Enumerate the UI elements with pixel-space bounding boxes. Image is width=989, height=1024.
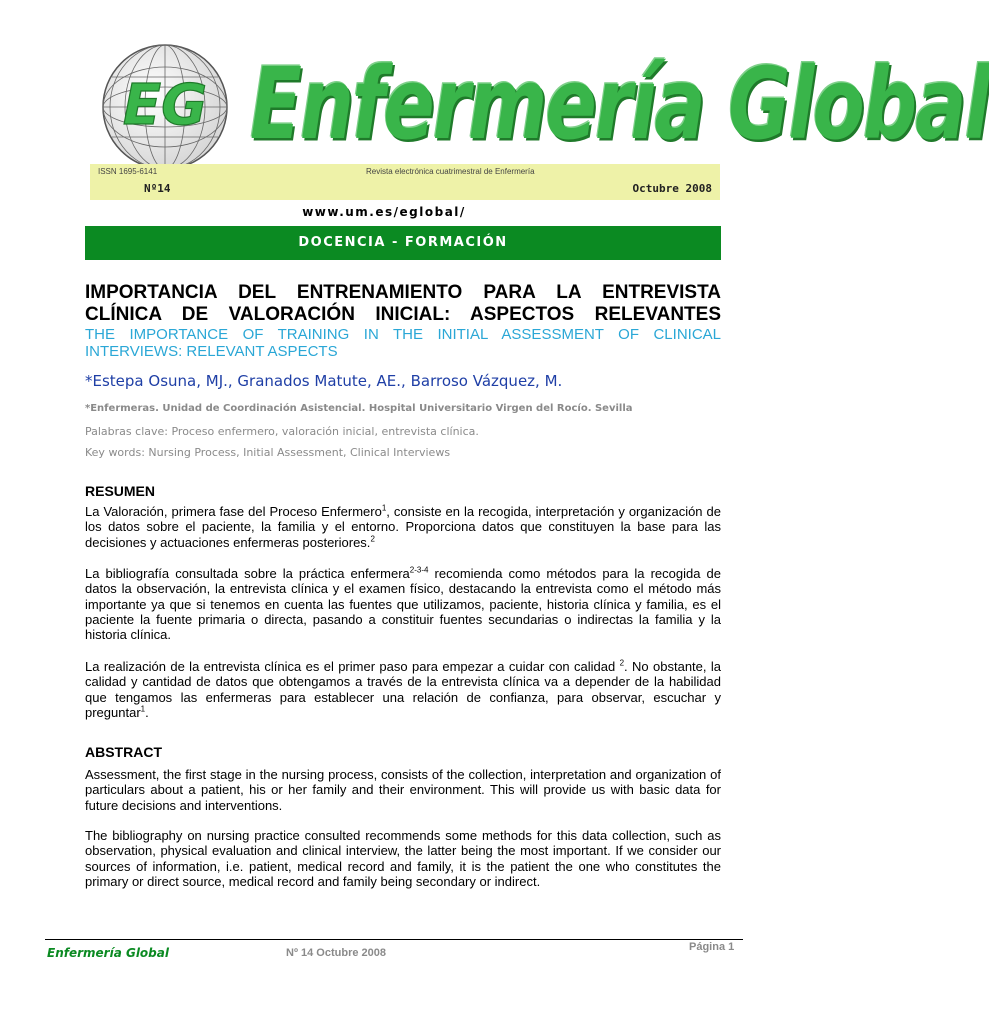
authors: *Estepa Osuna, MJ., Granados Matute, AE., Barroso Vázquez, M. — [85, 372, 563, 390]
journal-description: Revista electrónica cuatrimestral de Enfermería — [366, 167, 535, 176]
journal-url[interactable]: www.um.es/eglobal/ — [302, 205, 466, 219]
citation: 2 — [370, 534, 375, 544]
affiliation: *Enfermeras. Unidad de Coordinación Asistencial. Hospital Universitario Virgen del Rocío. Sevilla — [85, 403, 633, 414]
text: recomienda como métodos para la recogida de datos la observación, la entrevista clínica y el examen físico, destacando la entrevista como el método más importante ya que si tenemos en cuenta las fuentes que utilizamos, paciente, historia clínica y familia, es el paciente la fuente primaria o directa, pasando a constituir fuentes secundarias o indirectas la familia y la historia clínica. — [85, 566, 722, 643]
text: , consiste en la recogida, interpretación y organización de los datos sobre el paciente, la familia y el entorno. Proporciona datos que constituyen la base para las decisiones y actuaciones enfermeras posteriores. — [85, 504, 721, 550]
text: La Valoración, primera fase del Proceso Enfermero — [85, 504, 382, 519]
title-line-2: CLÍNICA DE VALORACIÓN INICIAL: ASPECTOS RELEVANTES — [85, 304, 721, 325]
info-bar — [90, 164, 720, 200]
resumen-paragraph-1 — [85, 504, 721, 550]
article-title-english: THE IMPORTANCE OF TRAINING IN THE INITIAL ASSESSMENT OF CLINICAL INTERVIEWS: RELEVANT ASPECTS — [85, 326, 721, 360]
text: La bibliografía consultada sobre la práctica enfermera — [85, 566, 410, 581]
abstract-paragraph-2: The bibliography on nursing practice consulted recommends some methods for this data collection, such as observation, physical evaluation and clinical interview, the latter being the most important. If we consider our sources of information, i.e. patient, medical record and family, it is the patient the one who constitutes the primary or direct source, medical record and family being secondary or indirect. — [85, 828, 721, 889]
journal-title: Enfermería Global — [250, 45, 989, 162]
issn-label: ISSN 1695-6141 — [98, 167, 158, 176]
citation: 2-3-4 — [409, 565, 429, 575]
text: . — [145, 704, 149, 720]
abstract-paragraph-1: Assessment, the first stage in the nursing process, consists of the collection, interpretation and organization of particulars about a patient, his or her family and their environment. This will provide us with basic data for future decisions and interventions. — [85, 767, 721, 813]
journal-logo-globe — [100, 42, 230, 172]
citation: 1 — [381, 503, 387, 513]
footer-divider — [45, 939, 743, 940]
citation: 1 — [140, 704, 146, 714]
section-banner: DOCENCIA - FORMACIÓN — [85, 226, 721, 260]
text: . No obstante, la calidad y cantidad de datos que obtengamos a través de la entrevista clínica va a depender de la habilidad que tengamos las enfermeras para establecer una relación de confianza, para observar, escuchar y preguntar — [85, 659, 721, 720]
footer-journal-name: Enfermería Global — [47, 946, 169, 960]
keywords-english: Key words: Nursing Process, Initial Assessment, Clinical Interviews — [85, 446, 451, 459]
abstract-heading: ABSTRACT — [85, 744, 162, 760]
text: La realización de la entrevista clínica es el primer paso para empezar a cuidar con calidad — [85, 659, 620, 674]
issue-date: Octubre 2008 — [632, 182, 712, 195]
resumen-paragraph-3 — [85, 659, 721, 720]
title-line-1: IMPORTANCIA DEL ENTRENAMIENTO PARA LA ENTREVISTA — [85, 282, 721, 303]
page-number: Página 1 — [689, 941, 735, 953]
resumen-heading: RESUMEN — [85, 483, 156, 499]
footer-issue: Nº 14 Octubre 2008 — [286, 947, 387, 959]
logo-eg-text: EG — [122, 73, 208, 138]
keywords-spanish: Palabras clave: Proceso enfermero, valoración inicial, entrevista clínica. — [85, 425, 479, 438]
citation: 2 — [619, 658, 625, 668]
article-title-spanish — [85, 282, 721, 326]
resumen-paragraph-2 — [85, 566, 721, 642]
issue-number: Nº14 — [144, 182, 171, 195]
